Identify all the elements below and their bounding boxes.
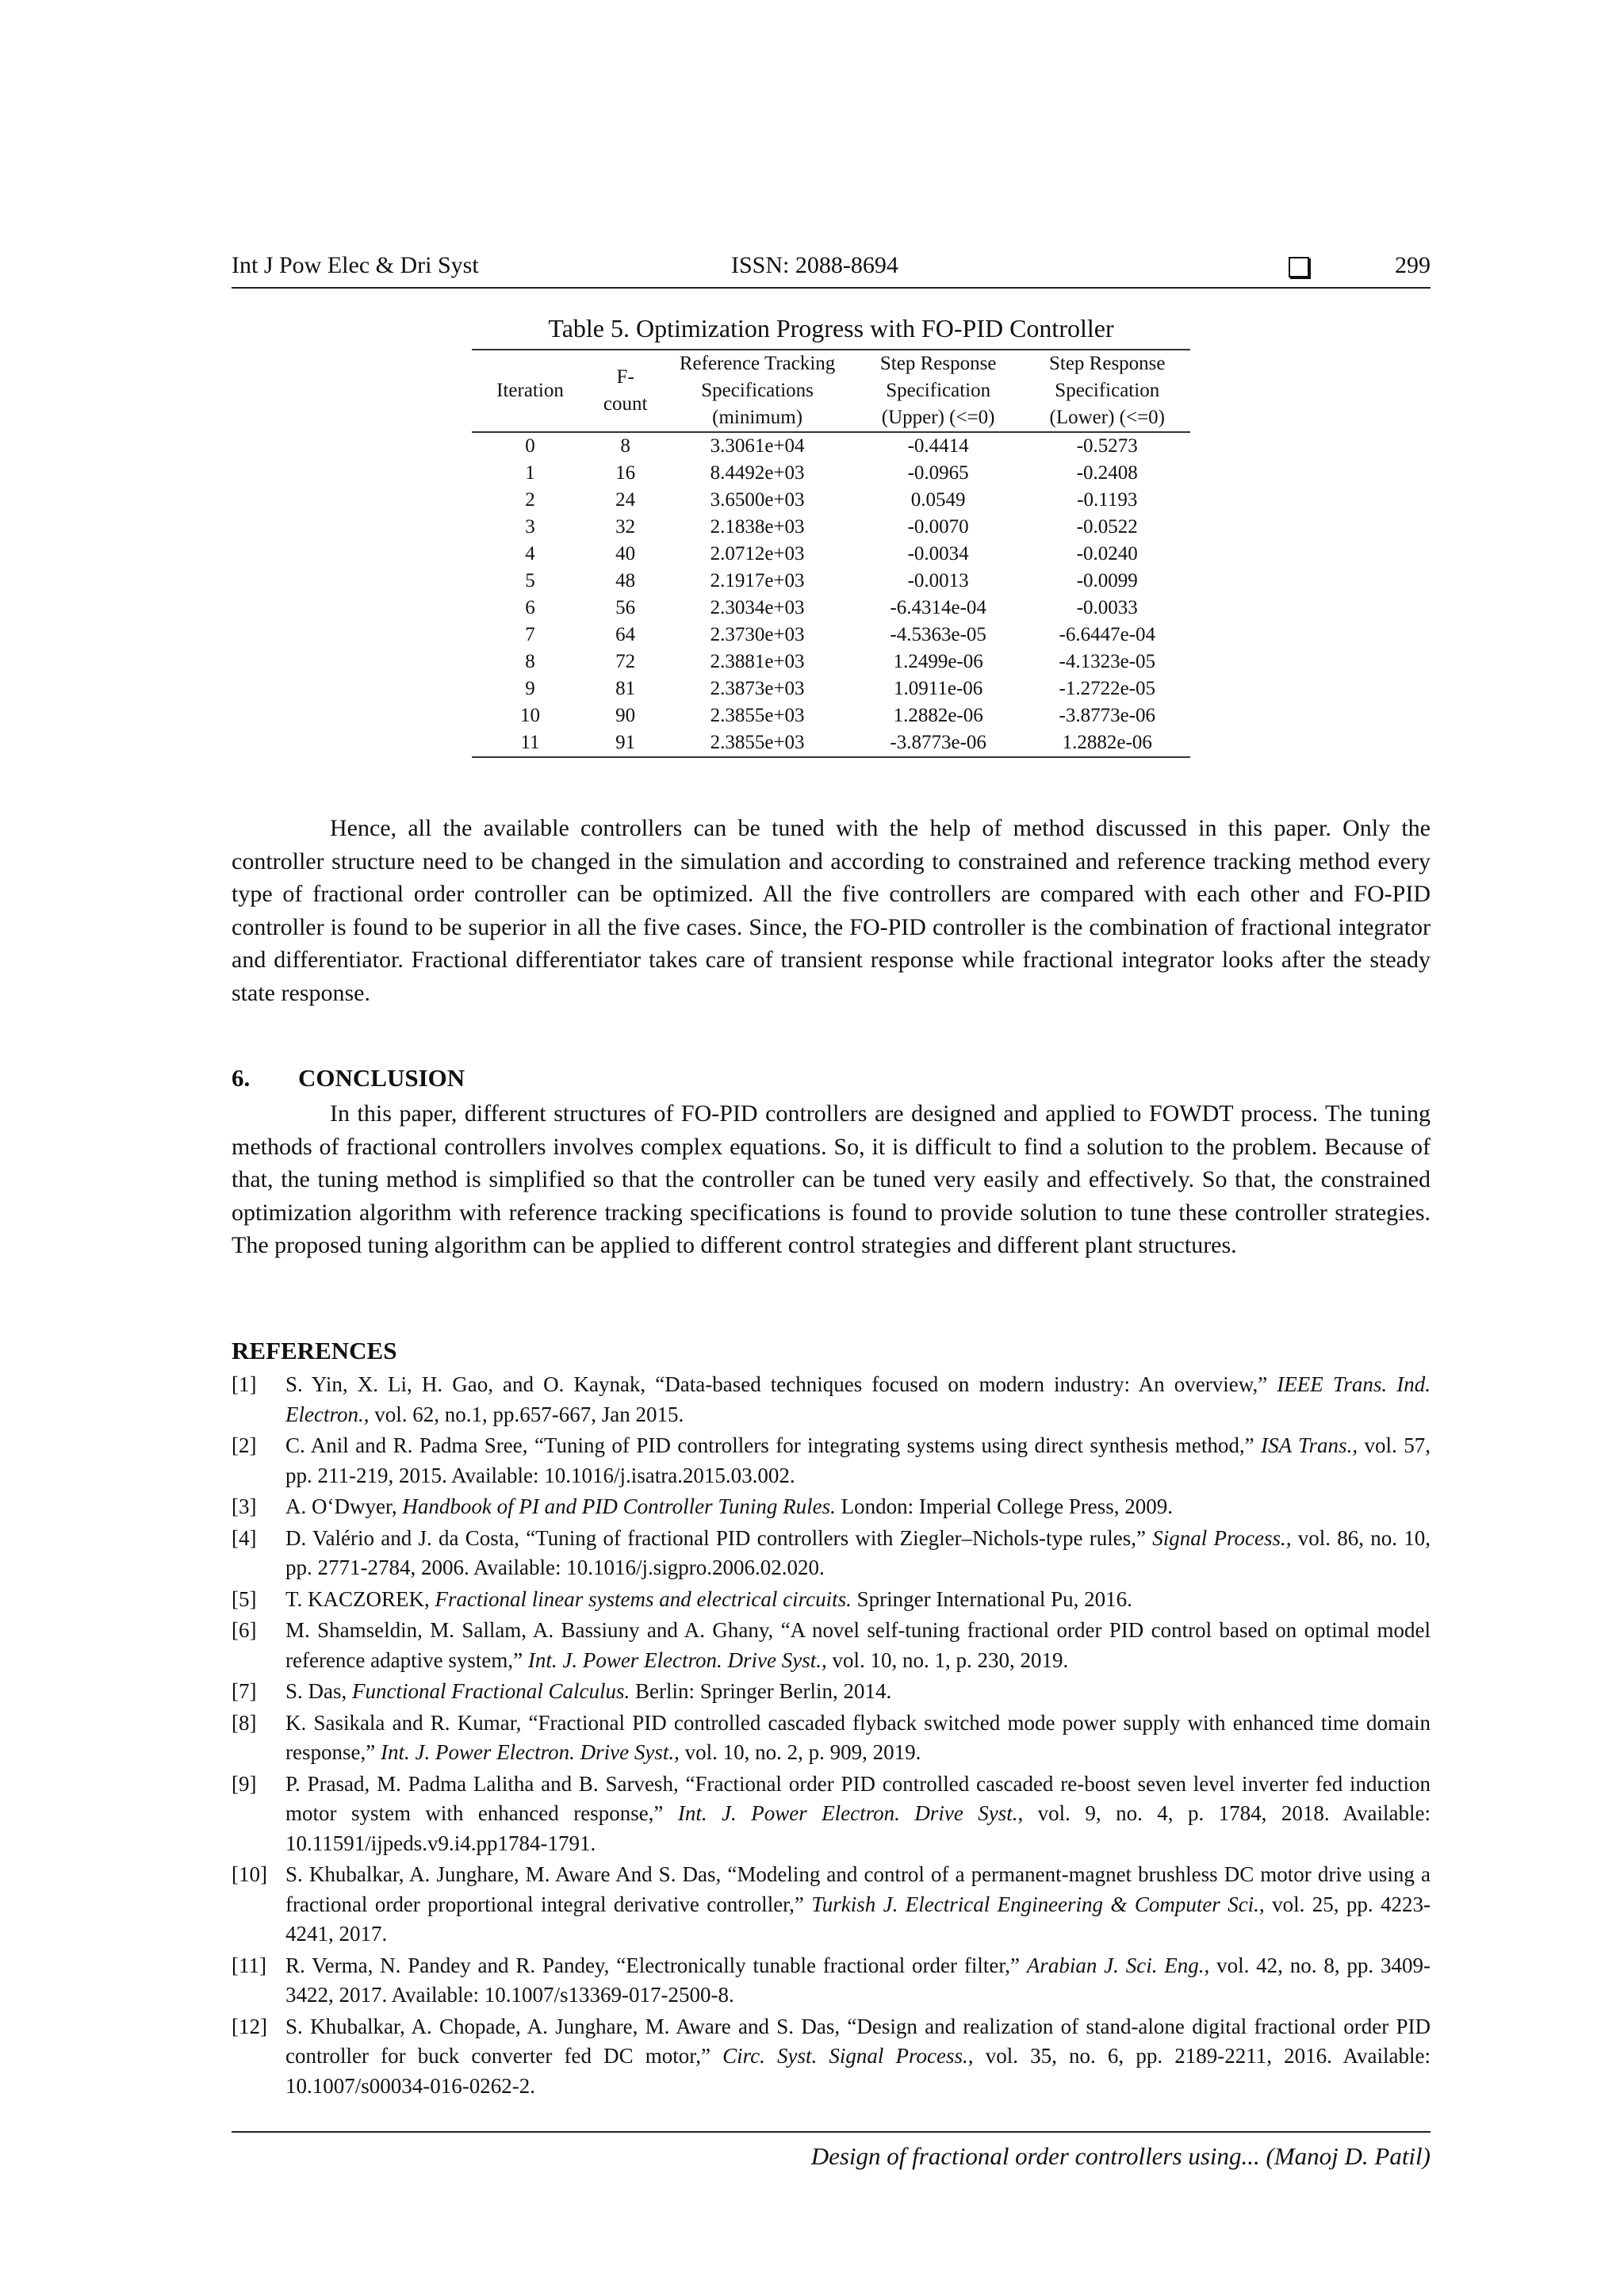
cell-iteration: 7 (525, 624, 535, 645)
cell-lower: -0.2408 (1076, 462, 1138, 484)
reference-item (232, 1370, 1431, 1429)
cell-reference: 2.3855e+03 (662, 729, 852, 757)
cell-fcount: 24 (615, 489, 636, 511)
reference-number: [8] (232, 1710, 257, 1735)
reference-details: Berlin: Springer Berlin, 2014. (630, 1679, 892, 1703)
reference-item (232, 1770, 1431, 1859)
cell-reference: 3.6500e+03 (710, 489, 805, 511)
cell-fcount: 91 (588, 729, 662, 757)
cell-fcount: 56 (615, 597, 636, 618)
reference-details: vol. 25, pp. 4223-4241, 2017. (285, 1892, 1431, 1946)
col-ref-line1: Reference Tracking (679, 353, 836, 374)
reference-venue: Functional Fractional Calculus. (352, 1679, 630, 1703)
col-iteration (472, 350, 588, 432)
reference-authors-title: S. Das, (285, 1679, 353, 1703)
reference-authors-title: T. KACZOREK, (285, 1586, 435, 1611)
reference-text (285, 1709, 1431, 1768)
cell-upper: -0.0013 (907, 570, 969, 591)
col-fcount (588, 350, 662, 432)
cell-fcount: 16 (615, 462, 636, 484)
cell-lower: -3.8773e-06 (1059, 705, 1155, 726)
reference-number: [11] (232, 1953, 266, 1977)
page-number: 299 (1395, 252, 1431, 278)
reference-details: London: Imperial College Press, 2009. (835, 1494, 1174, 1518)
cell-iteration: 2 (525, 489, 535, 511)
reference-item (232, 1616, 1431, 1675)
page-header (232, 252, 1431, 289)
cell-iteration: 10 (519, 705, 540, 726)
cell-iteration: 8 (525, 651, 535, 672)
reference-authors-title: K. Sasikala and R. Kumar, “Fractional PID controlled cascaded flyback switched mode power supply with enhanced time domain response,” (285, 1710, 1431, 1764)
cell-upper: -0.4414 (907, 435, 969, 457)
reference-details: vol. 35, no. 6, pp. 2189-2211, 2016. Available: 10.1007/s00034-016-0262-2. (285, 2044, 1431, 2098)
cell-lower: -0.0240 (1076, 543, 1138, 564)
reference-venue: Turkish J. Electrical Engineering & Computer Sci., (811, 1892, 1265, 1916)
cell-fcount: 90 (615, 705, 636, 726)
table-row (472, 541, 1190, 568)
reference-number: [2] (232, 1433, 257, 1457)
paper-page (232, 0, 1431, 2296)
cell-fcount: 81 (615, 678, 636, 699)
cell-fcount: 32 (615, 516, 636, 538)
reference-venue: Circ. Syst. Signal Process., (722, 2044, 974, 2068)
reference-number: [1] (232, 1372, 257, 1396)
cell-reference: 2.3881e+03 (710, 651, 805, 672)
reference-item (232, 2012, 1431, 2102)
reference-item (232, 1677, 1431, 1707)
cell-upper: -0.0034 (907, 543, 969, 564)
reference-venue: Int. J. Power Electron. Drive Syst., (380, 1740, 680, 1764)
reference-details: vol. 57, pp. 211-219, 2015. Available: 10.1016/j.isatra.2015.03.002. (285, 1433, 1431, 1487)
reference-item (232, 1951, 1431, 2011)
col-step-upper (852, 350, 1025, 432)
reference-authors-title: S. Khubalkar, A. Chopade, A. Junghare, M. Aware and S. Das, “Design and realization of stand-alone digital fractional order PID controller for buck converter fed DC motor,” (285, 2014, 1431, 2068)
cell-fcount: 40 (615, 543, 636, 564)
cell-reference: 2.1838e+03 (710, 516, 805, 538)
cell-lower: -6.6447e-04 (1059, 624, 1155, 645)
reference-text (285, 1860, 1431, 1950)
table-row (472, 622, 1190, 649)
table-caption: Table 5. Optimization Progress with FO-PID Controller (548, 314, 1114, 342)
reference-text (285, 1431, 1431, 1490)
table-row (472, 487, 1190, 514)
cell-upper: -4.5363e-05 (890, 624, 986, 645)
table-row (472, 702, 1190, 729)
reference-authors-title: A. O‘Dwyer, (285, 1494, 403, 1518)
cell-lower: 1.2882e-06 (1025, 729, 1190, 757)
reference-number: [6] (232, 1618, 257, 1642)
reference-item (232, 1585, 1431, 1615)
reference-item (232, 1524, 1431, 1583)
reference-authors-title: C. Anil and R. Padma Sree, “Tuning of PID controllers for integrating systems using direct synthesis method,” (285, 1433, 1262, 1457)
reference-text (285, 1524, 1431, 1583)
table-header (472, 350, 1190, 432)
cell-upper: 1.0911e-06 (894, 678, 983, 699)
reference-details: vol. 62, no.1, pp.657-667, Jan 2015. (369, 1402, 684, 1426)
cell-lower: -4.1323e-05 (1059, 651, 1155, 672)
optimization-table (472, 349, 1190, 758)
reference-details: vol. 86, no. 10, pp. 2771-2784, 2006. Available: 10.1016/j.sigpro.2006.02.020. (285, 1525, 1431, 1579)
cell-iteration: 0 (525, 435, 535, 457)
cell-upper: 0.0549 (910, 489, 966, 511)
cell-lower: -1.2722e-05 (1059, 678, 1155, 699)
reference-venue: Handbook of PI and PID Controller Tuning Rules. (402, 1494, 836, 1518)
section-number: 6. (232, 1064, 251, 1092)
reference-details: vol. 42, no. 8, pp. 3409-3422, 2017. Available: 10.1007/s13369-017-2500-8. (285, 1953, 1431, 2007)
reference-venue: Fractional linear systems and electrical circuits. (435, 1586, 852, 1611)
col-lower-line1: Step Response (1048, 353, 1166, 374)
box-icon (1289, 257, 1309, 277)
reference-authors-title: R. Verma, N. Pandey and R. Pandey, “Electronically tunable fractional order filter,” (285, 1953, 1027, 1977)
cell-lower: -0.5273 (1076, 435, 1138, 457)
table-row (472, 729, 1190, 757)
table-row (472, 432, 1190, 460)
cell-upper: 1.2499e-06 (893, 651, 983, 672)
reference-text (285, 1492, 1431, 1522)
cell-iteration: 11 (472, 729, 588, 757)
reference-venue: Int. J. Power Electron. Drive Syst., (527, 1647, 827, 1672)
cell-iteration: 1 (525, 462, 535, 484)
cell-reference: 2.3730e+03 (710, 624, 805, 645)
reference-number: [10] (232, 1862, 267, 1886)
cell-reference: 3.3061e+04 (710, 435, 805, 457)
issn: ISSN: 2088-8694 (731, 252, 898, 278)
journal-name: Int J Pow Elec & Dri Syst (232, 252, 479, 278)
reference-number: [12] (232, 2014, 267, 2038)
cell-lower: -0.0522 (1076, 516, 1138, 538)
reference-number: [7] (232, 1679, 257, 1703)
reference-number: [5] (232, 1586, 257, 1611)
col-lower-line3: (Lower) (<=0) (1049, 407, 1165, 428)
reference-authors-title: D. Valério and J. da Costa, “Tuning of fractional PID controllers with Ziegler–Nichols-type rules,” (285, 1525, 1153, 1550)
col-upper-line3: (Upper) (<=0) (881, 407, 995, 428)
conclusion-paragraph: In this paper, different structures of FO-PID controllers are designed and applied to FOWDT process. The tuning methods of fractional controllers involves complex equations. So, it is difficult to find a solution to the problem. Because of that, the tuning method is simplified so that the controller can be tuned very easily and effectively. So that, the constrained optimization algorithm with reference tracking specifications is found to provide solution to tune these controller strategies. The proposed tuning algorithm can be applied to different control strategies and different plant structures. (232, 1100, 1431, 1258)
cell-upper: -0.0070 (907, 516, 969, 538)
col-ref-line2: Specifications (701, 380, 814, 401)
cell-reference: 2.3873e+03 (710, 678, 805, 699)
table-row (472, 568, 1190, 595)
cell-iteration: 9 (525, 678, 535, 699)
section-title: CONCLUSION (298, 1064, 465, 1092)
table-row (472, 460, 1190, 487)
cell-reference: 2.1917e+03 (710, 570, 805, 591)
table-row (472, 675, 1190, 702)
reference-text (285, 1770, 1431, 1859)
reference-number: [4] (232, 1525, 257, 1550)
reference-text (285, 1585, 1431, 1615)
col-reference-tracking (662, 350, 852, 432)
cell-fcount: 8 (620, 435, 630, 457)
footer-divider (232, 2131, 1431, 2133)
cell-iteration: 5 (525, 570, 535, 591)
reference-venue: IEEE Trans. Ind. Electron., (285, 1372, 1431, 1426)
references-list (232, 1370, 1431, 2103)
col-fcount-line2: count (603, 393, 648, 415)
reference-authors-title: S. Yin, X. Li, H. Gao, and O. Kaynak, “Data-based techniques focused on modern industry: An overview,” (285, 1372, 1277, 1396)
reference-venue: Arabian J. Sci. Eng., (1026, 1953, 1210, 1977)
col-fcount-line1: F- (616, 366, 634, 388)
cell-reference: 2.3855e+03 (710, 705, 805, 726)
body-paragraph-1: Hence, all the available controllers can be tuned with the help of method discussed in this paper. Only the controller structure need to be changed in the simulation and according to constrained and reference tracking method every type of fractional order controller can be optimized. All the five controllers are compared with each other and FO-PID controller is found to be superior in all the five cases. Since, the FO-PID controller is the combination of fractional integrator and differentiator. Fractional differentiator takes care of transient response while fractional integrator looks after the steady state response. (232, 815, 1431, 1006)
reference-authors-title: P. Prasad, M. Padma Lalitha and B. Sarvesh, “Fractional order PID controlled cascaded re-boost seven level inverter fed induction motor system with enhanced response,” (285, 1771, 1431, 1825)
col-iteration-label: Iteration (496, 380, 564, 401)
table-row (472, 595, 1190, 622)
cell-upper: -3.8773e-06 (852, 729, 1025, 757)
cell-lower: -0.1193 (1077, 489, 1138, 511)
table-row (472, 649, 1190, 675)
cell-iteration: 4 (525, 543, 535, 564)
reference-venue: ISA Trans., (1261, 1433, 1358, 1457)
references-heading: REFERENCES (232, 1337, 397, 1364)
reference-number: [9] (232, 1771, 257, 1796)
reference-venue: Int. J. Power Electron. Drive Syst., (677, 1801, 1024, 1825)
cell-fcount: 48 (615, 570, 636, 591)
page-footer: Design of fractional order controllers using... (Manoj D. Patil) (810, 2142, 1431, 2170)
reference-item (232, 1431, 1431, 1490)
cell-reference: 2.0712e+03 (710, 543, 805, 564)
col-step-lower (1025, 350, 1190, 432)
reference-authors-title: M. Shamseldin, M. Sallam, A. Bassiuny and A. Ghany, “A novel self-tuning fractional order PID control based on optimal model reference adaptive system,” (285, 1618, 1431, 1672)
reference-item (232, 1860, 1431, 1950)
cell-upper: -6.4314e-04 (890, 597, 986, 618)
reference-authors-title: S. Khubalkar, A. Junghare, M. Aware And S. Das, “Modeling and control of a permanent-magnet brushless DC motor drive using a fractional order proportional integral derivative controller,” (285, 1862, 1431, 1916)
cell-fcount: 72 (615, 651, 636, 672)
reference-text (285, 2012, 1431, 2102)
col-upper-line2: Specification (886, 380, 991, 401)
cell-upper: -0.0965 (907, 462, 969, 484)
reference-text (285, 1616, 1431, 1675)
reference-number: [3] (232, 1494, 257, 1518)
reference-details: vol. 10, no. 1, p. 230, 2019. (826, 1647, 1069, 1672)
table-row (472, 514, 1190, 541)
cell-lower: -0.0033 (1076, 597, 1138, 618)
cell-iteration: 6 (525, 597, 535, 618)
reference-item (232, 1492, 1431, 1522)
cell-reference: 8.4492e+03 (710, 462, 805, 484)
col-ref-line3: (minimum) (712, 407, 803, 428)
reference-details: vol. 9, no. 4, p. 1784, 2018. Available: 10.11591/ijpeds.v9.i4.pp1784-1791. (285, 1801, 1431, 1855)
cell-upper: 1.2882e-06 (893, 705, 983, 726)
reference-details: vol. 10, no. 2, p. 909, 2019. (679, 1740, 921, 1764)
reference-text (285, 1677, 1431, 1707)
reference-venue: Signal Process., (1152, 1525, 1292, 1550)
cell-fcount: 64 (615, 624, 636, 645)
reference-text (285, 1951, 1431, 2011)
reference-details: Springer International Pu, 2016. (851, 1586, 1132, 1611)
col-upper-line1: Step Response (879, 353, 997, 374)
col-lower-line2: Specification (1055, 380, 1160, 401)
cell-iteration: 3 (525, 516, 535, 538)
section-heading (232, 1064, 465, 1093)
reference-text (285, 1370, 1431, 1429)
cell-reference: 2.3034e+03 (710, 597, 805, 618)
table-body (472, 432, 1190, 757)
reference-item (232, 1709, 1431, 1768)
cell-lower: -0.0099 (1076, 570, 1138, 591)
